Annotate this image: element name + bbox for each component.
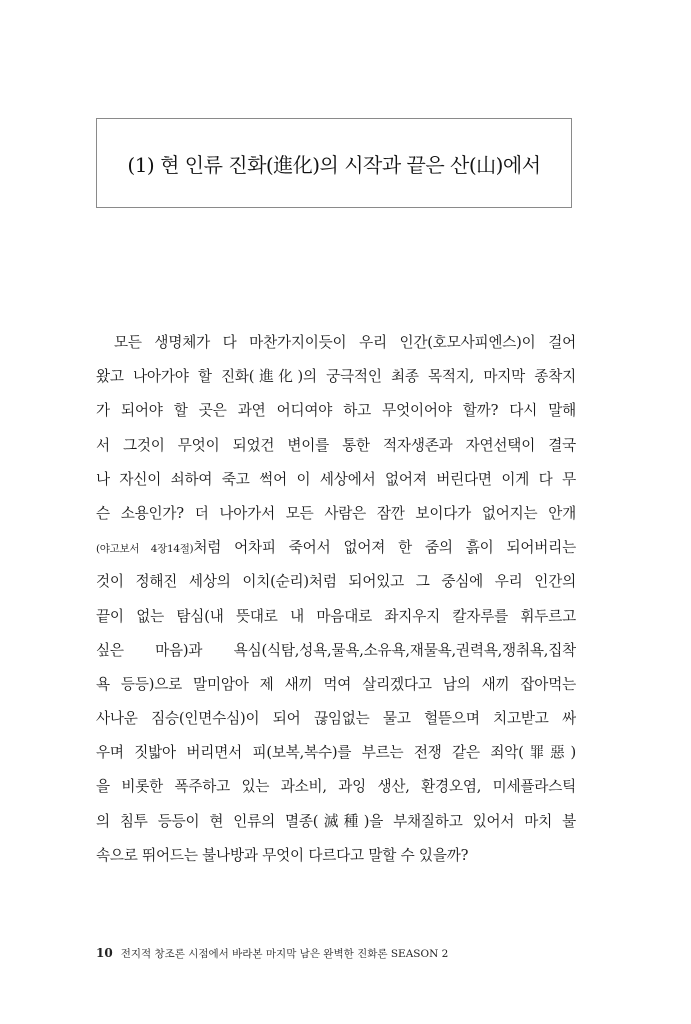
text-line: 끝이 없는 탐심(내 뜻대로 내 마음대로 좌지우지 칼자루를 휘두르고	[96, 607, 576, 625]
page-footer	[96, 946, 448, 961]
text-line: 을 비롯한 폭주하고 있는 과소비, 과잉 생산, 환경오염, 미세플라스틱	[96, 778, 576, 796]
text-line: 가 되어야 할 곳은 과연 어디여야 하고 무엇이어야 할까? 다시 말해	[96, 402, 576, 420]
body-paragraph	[96, 326, 576, 873]
text-line: 욕 등등)으로 말미암아 제 새끼 먹여 살리겠다고 남의 새끼 잡아먹는	[96, 675, 576, 693]
text-line: 나 자신이 쇠하여 죽고 썩어 이 세상에서 없어져 버린다면 이게 다 무	[96, 470, 576, 488]
text-line: 모든 생명체가 다 마찬가지이듯이 우리 인간(호모사피엔스)이 걸어	[114, 334, 576, 351]
text-line: 속으로 뛰어드는 불나방과 무엇이 다르다고 말할 수 있을까?	[96, 846, 469, 864]
text-line-rest: 처럼 어차피 죽어서 없어져 한 줌의 흙이 되어버리는	[193, 539, 576, 557]
running-title: 전지적 창조론 시점에서 바라본 마지막 남은 완벽한 진화론 SEASON 2	[120, 948, 449, 960]
text-line: 슨 소용인가? 더 나아가서 모든 사람은 잠깐 보이다가 없어지는 안개	[96, 504, 576, 522]
page-number: 10	[96, 946, 113, 960]
bible-citation: (야고보서 4장14절)	[96, 543, 194, 556]
text-line: 의 침투 등등이 현 인류의 멸종(滅種)을 부채질하고 있어서 마치 불	[96, 812, 576, 830]
section-title: (1) 현 인류 진화(進化)의 시작과 끝은 산(山)에서	[127, 152, 541, 177]
text-line-with-citation	[96, 531, 576, 565]
section-heading-box	[96, 118, 572, 208]
text-line: 싶은 마음)과 욕심(식탐,성욕,물욕,소유욕,재물욕,권력욕,쟁취욕,집착	[96, 641, 576, 659]
text-line: 서 그것이 무엇이 되었건 변이를 통한 적자생존과 자연선택이 결국	[96, 436, 576, 454]
text-line: 것이 정해진 세상의 이치(순리)처럼 되어있고 그 중심에 우리 인간의	[96, 573, 576, 591]
text-line: 사나운 짐승(인면수심)이 되어 끊임없는 물고 헐뜯으며 치고받고 싸	[96, 710, 576, 728]
text-line: 우며 짓밟아 버리면서 피(보복,복수)를 부르는 전쟁 같은 죄악(罪惡)	[96, 744, 576, 762]
text-line: 왔고 나아가야 할 진화(進化)의 궁극적인 최종 목적지, 마지막 종착지	[96, 368, 576, 386]
